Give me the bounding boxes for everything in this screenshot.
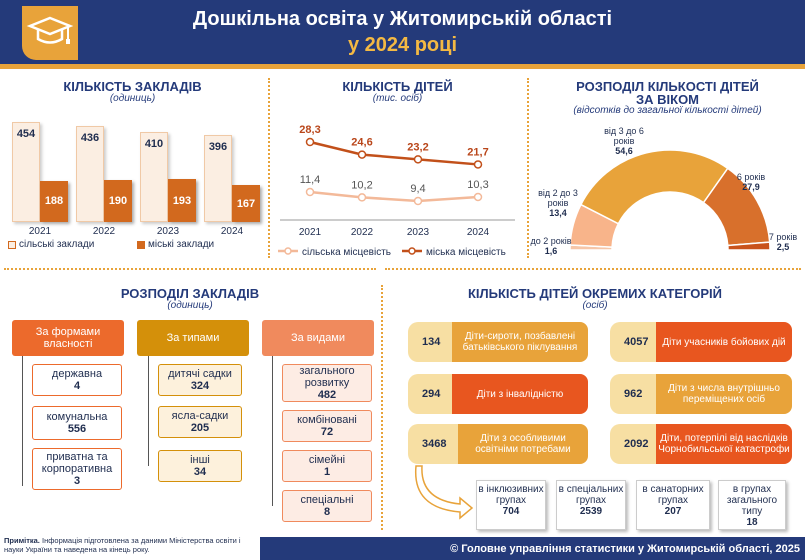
kinds-header: За видами <box>262 320 374 356</box>
age-subtitle: (відсотків до загальної кількості дітей) <box>573 105 762 116</box>
category-number: 134 <box>408 322 458 362</box>
distribution-title: РОЗПОДІЛ ЗАКЛАДІВ <box>120 286 260 301</box>
bar-rural-label: 396 <box>208 140 228 153</box>
arrow-icon <box>410 462 480 522</box>
group-box: в інклюзивних групах 704 <box>476 480 546 530</box>
legend-urban-label: міська місцевість <box>426 247 506 258</box>
connector <box>148 356 149 466</box>
slice-3to6 <box>581 150 728 224</box>
series-line-urban <box>310 142 478 164</box>
category-label: Діти-сироти, позбавлені батьківського піклування <box>452 322 588 362</box>
age-label-2to3: від 2 до 3 років 13,4 <box>538 188 578 218</box>
category-label: Діти учасників бойових дій <box>656 322 792 362</box>
year-label: 2024 <box>220 226 244 237</box>
year-label: 2024 <box>466 227 490 238</box>
bar-rural-label: 410 <box>144 137 164 150</box>
value-label-rural: 10,3 <box>467 178 489 191</box>
group-box: в санаторних групах 207 <box>636 480 710 530</box>
divider <box>4 268 376 270</box>
category-number: 2092 <box>610 424 664 464</box>
category-label: Діти, потерпілі від наслідків Чорнобильської катастрофи <box>656 424 792 464</box>
category-number: 3468 <box>408 424 464 464</box>
types-header: За типами <box>137 320 249 356</box>
children-subtitle: (тис. осіб) <box>372 93 423 104</box>
year-label: 2021 <box>298 227 322 238</box>
legend-urban-label: міські заклади <box>148 239 215 250</box>
category-number: 962 <box>610 374 664 414</box>
types-item: дитячі садки 324 <box>158 364 242 396</box>
footer-note: Примітка. Інформація підготовлена за даними Міністерства освіти і науки України та наведена на кінець року. <box>4 536 241 554</box>
age-chart <box>560 145 780 255</box>
group-box: в спеціальних групах 2539 <box>556 480 626 530</box>
legend-rural-swatch <box>8 241 16 249</box>
point-urban <box>475 161 482 168</box>
series-line-rural <box>310 192 478 201</box>
value-label-rural: 9,4 <box>410 183 426 195</box>
institutions-subtitle: (одиниць) <box>109 93 156 104</box>
ownership-item: комунальна 556 <box>32 406 122 440</box>
value-label-urban: 23,2 <box>407 141 429 154</box>
age-label-7: 7 років 2,5 <box>768 232 798 252</box>
divider <box>527 78 529 258</box>
bar-urban-label: 193 <box>172 194 192 207</box>
value-label-urban: 24,6 <box>351 136 373 149</box>
children-chart <box>270 110 525 260</box>
bar-urban-label: 190 <box>108 195 128 208</box>
age-title-2: ЗА ВІКОМ <box>635 92 700 107</box>
page-title-year: у 2024 році <box>347 34 457 56</box>
types-item: інші 34 <box>158 450 242 482</box>
category-number: 294 <box>408 374 458 414</box>
copyright: © Головне управління статистики у Житомирській області, 2025 <box>450 543 800 555</box>
age-label-under2: до 2 років 1,6 <box>530 236 572 256</box>
point-urban <box>307 139 314 146</box>
legend-urban-swatch <box>137 241 145 249</box>
value-label-rural: 10,2 <box>351 179 373 192</box>
point-urban <box>415 156 422 163</box>
value-label-urban: 21,7 <box>467 146 489 159</box>
children-title: КІЛЬКІСТЬ ДІТЕЙ <box>342 79 453 94</box>
point-rural <box>359 194 366 201</box>
institutions-chart <box>0 0 265 270</box>
age-label-6: 6 років 27,9 <box>736 172 766 192</box>
category-number: 4057 <box>610 322 664 362</box>
types-item: ясла-садки 205 <box>158 406 242 438</box>
group-box: в групах загального типу 18 <box>718 480 786 530</box>
point-rural <box>307 189 314 196</box>
divider <box>381 285 383 530</box>
year-label: 2022 <box>350 227 374 238</box>
year-label: 2023 <box>406 227 430 238</box>
kinds-item: спеціальні 8 <box>282 490 372 522</box>
year-label: 2021 <box>28 226 52 237</box>
category-label: Діти з числа внутрішньо переміщених осіб <box>656 374 792 414</box>
legend-rural-label: сільська місцевість <box>302 247 392 258</box>
ownership-item: державна 4 <box>32 364 122 396</box>
value-label-rural: 11,4 <box>299 174 321 186</box>
value-label-urban: 28,3 <box>299 124 321 136</box>
bar-rural-label: 454 <box>16 128 36 140</box>
page-title: Дошкільна освіта у Житомирській області <box>192 8 613 30</box>
legend-rural-label: сільські заклади <box>19 239 95 250</box>
connector <box>22 356 23 486</box>
institutions-title: КІЛЬКІСТЬ ЗАКЛАДІВ <box>63 79 202 94</box>
point-rural <box>415 198 422 205</box>
legend-urban-marker <box>409 248 415 254</box>
category-label: Діти з особливими освітніми потребами <box>458 424 588 464</box>
categories-title: КІЛЬКІСТЬ ДІТЕЙ ОКРЕМИХ КАТЕГОРІЙ <box>467 286 723 301</box>
kinds-item: загального розвитку 482 <box>282 364 372 402</box>
bar-rural-label: 436 <box>80 131 100 144</box>
point-urban <box>359 151 366 158</box>
kinds-item: сімейні 1 <box>282 450 372 482</box>
distribution-subtitle: (одиниць) <box>167 300 213 311</box>
year-label: 2022 <box>92 226 116 237</box>
ownership-item: приватна та корпоративна 3 <box>32 448 122 490</box>
legend-rural-marker <box>285 248 291 254</box>
divider <box>385 268 801 270</box>
age-label-3to6: від 3 до 6 років 54,6 <box>604 126 644 156</box>
category-label: Діти з інвалідністю <box>452 374 588 414</box>
connector <box>272 356 273 506</box>
categories-subtitle: (осіб) <box>582 300 608 311</box>
bar-urban-label: 188 <box>44 195 64 208</box>
age-title: РОЗПОДІЛ КІЛЬКОСТІ ДІТЕЙ <box>576 79 759 94</box>
year-label: 2023 <box>156 226 180 237</box>
kinds-item: комбіновані 72 <box>282 410 372 442</box>
bar-urban-label: 167 <box>236 197 256 210</box>
point-rural <box>475 193 482 200</box>
ownership-header: За формами власності <box>12 320 124 356</box>
